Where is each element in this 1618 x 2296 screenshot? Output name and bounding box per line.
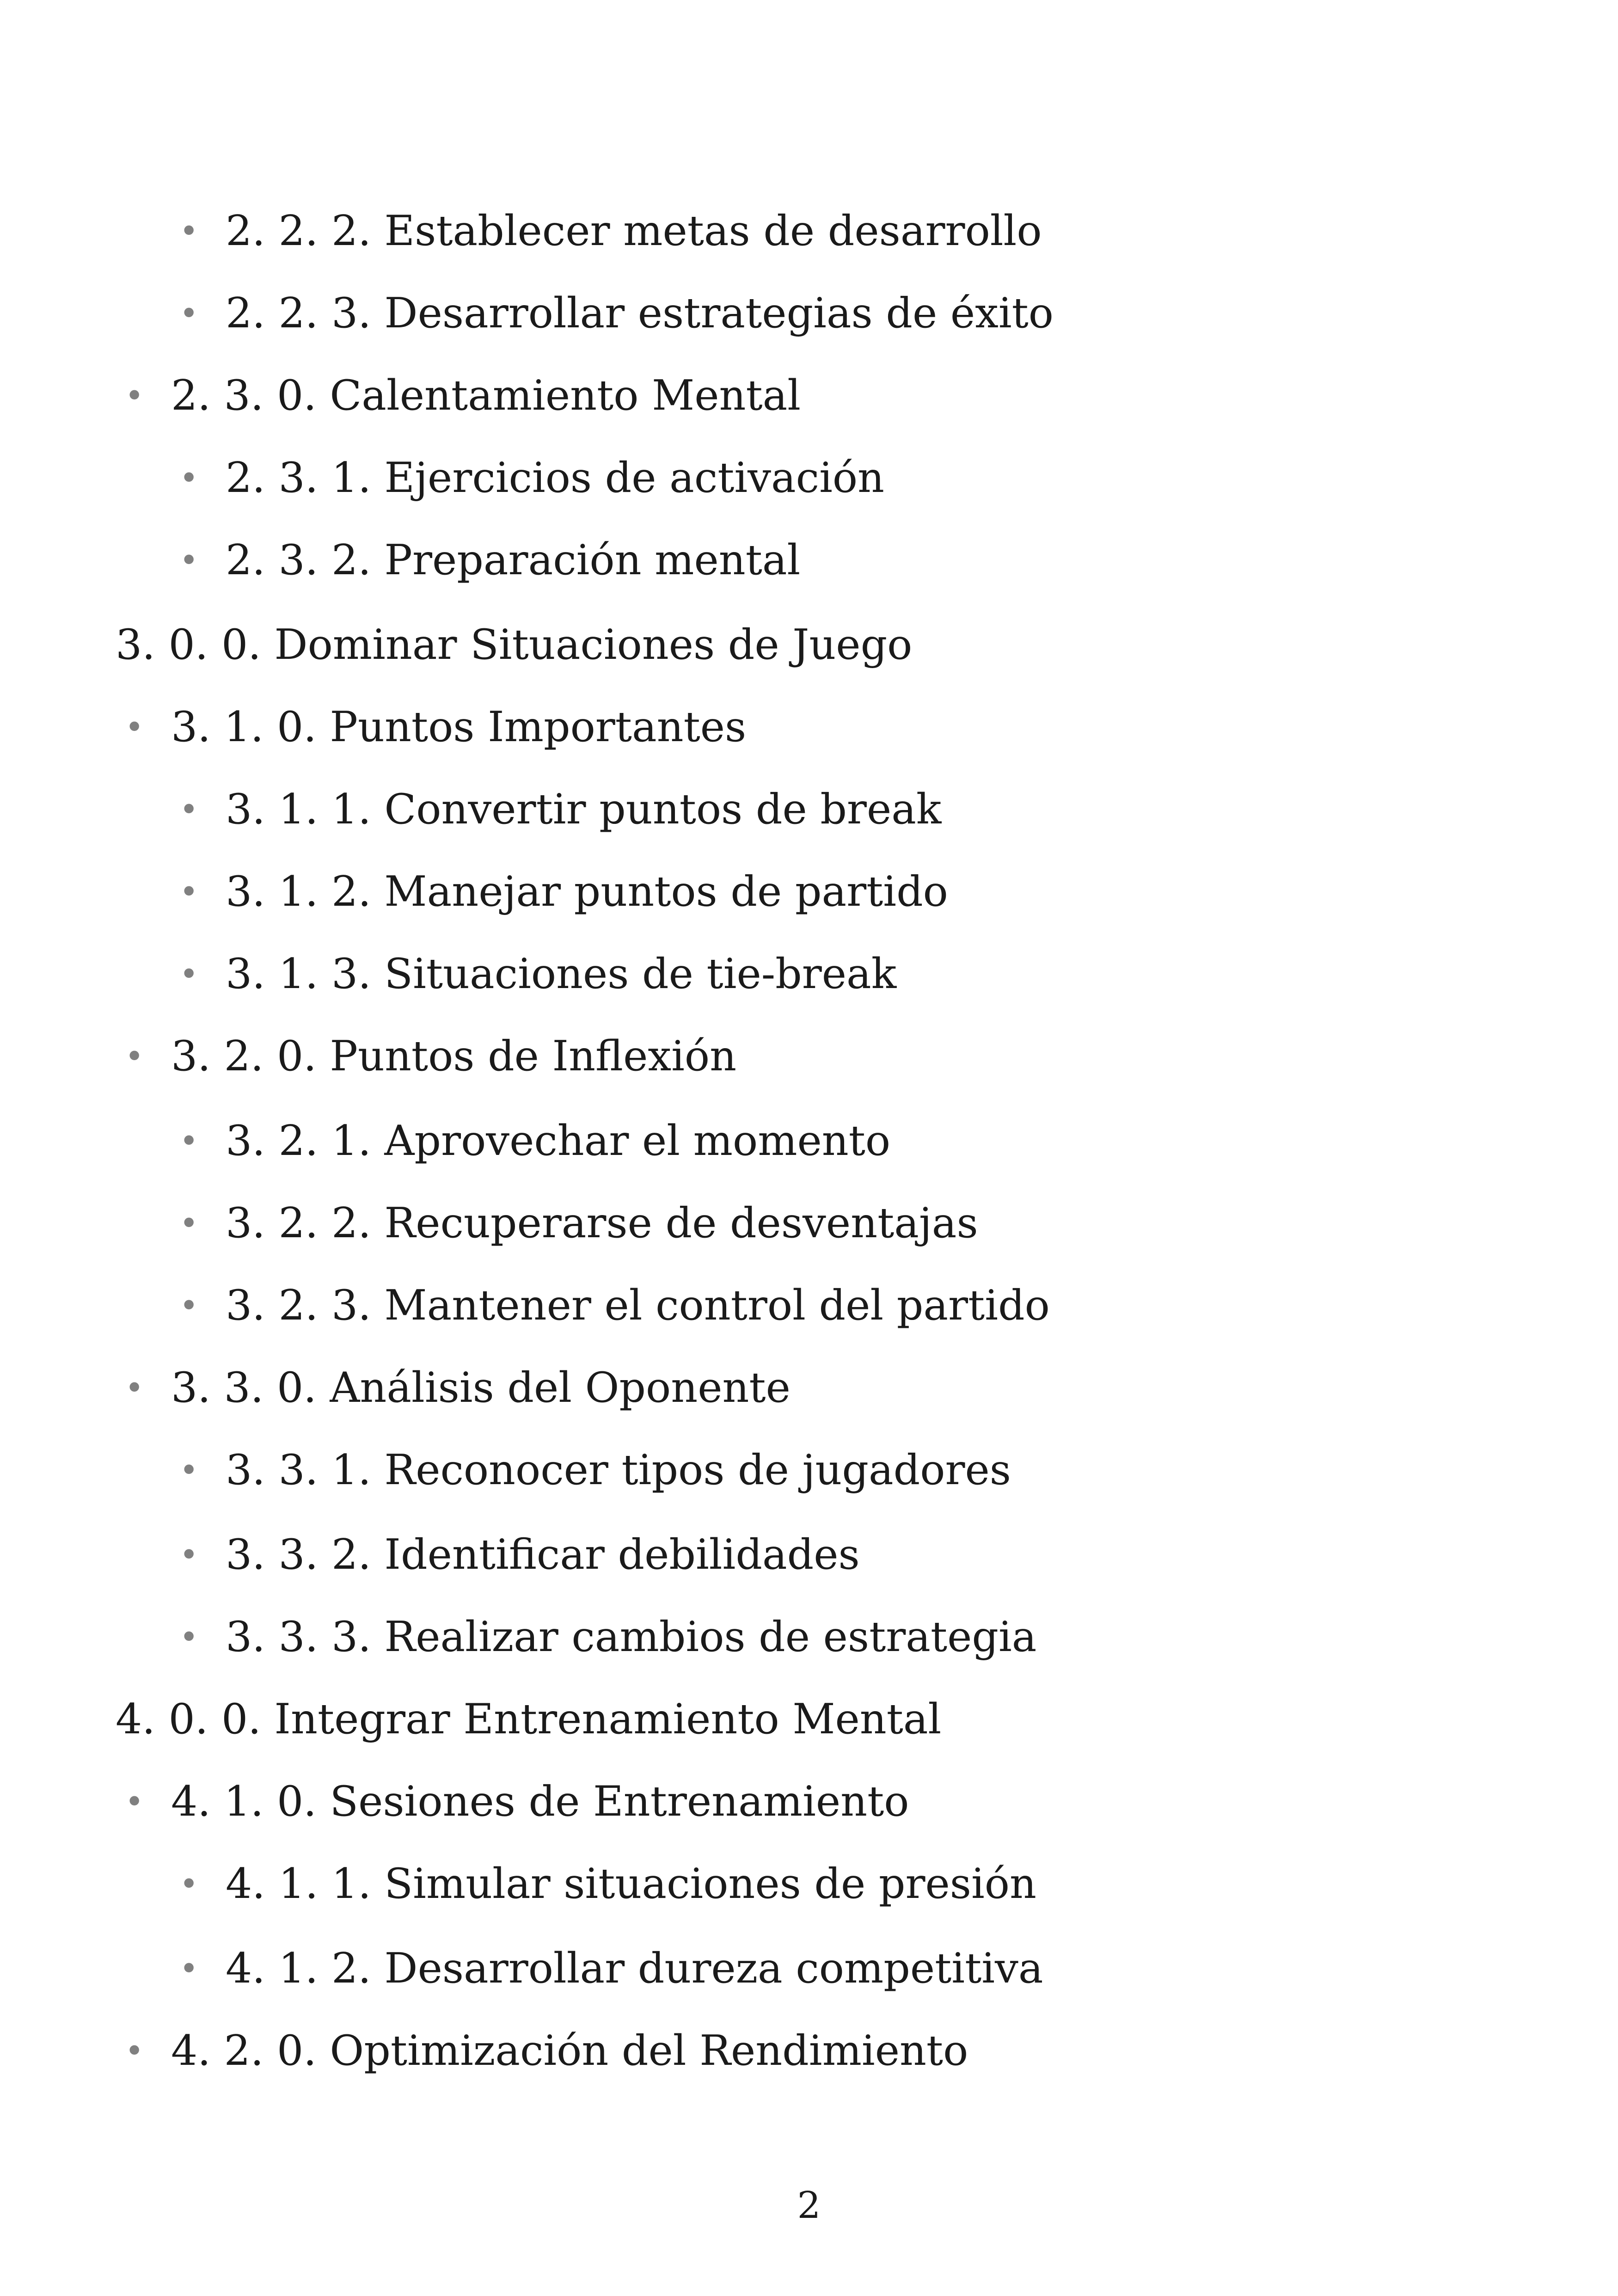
toc-item bbox=[179, 1859, 1036, 1909]
toc-chapter bbox=[116, 1694, 941, 1745]
toc-item-label: 3. 3. 0. Análisis del Oponente bbox=[171, 1363, 791, 1412]
bullet-icon: • bbox=[179, 1865, 199, 1903]
toc-chapter-label: 3. 0. 0. Dominar Situaciones de Juego bbox=[116, 620, 913, 669]
toc-item-label: 2. 2. 2. Establecer metas de desarrollo bbox=[226, 207, 1042, 255]
toc-item bbox=[179, 535, 801, 586]
bullet-icon: • bbox=[179, 459, 199, 497]
toc-item-label: 2. 2. 3. Desarrollar estrategias de éxito bbox=[226, 289, 1054, 338]
toc-item bbox=[179, 784, 942, 835]
toc-item bbox=[125, 702, 747, 753]
bullet-icon: • bbox=[125, 708, 144, 746]
toc-item-label: 3. 1. 1. Convertir puntos de break bbox=[226, 785, 942, 834]
toc-item-label: 3. 3. 1. Reconocer tipos de jugadores bbox=[226, 1446, 1011, 1494]
toc-item bbox=[179, 1116, 891, 1166]
toc-item-label: 4. 1. 2. Desarrollar dureza competitiva bbox=[226, 1944, 1043, 1993]
toc-item bbox=[179, 453, 885, 503]
bullet-icon: • bbox=[179, 873, 199, 911]
toc-item-label: 4. 1. 0. Sesiones de Entrenamiento bbox=[171, 1777, 909, 1826]
toc-item-label: 3. 3. 3. Realizar cambios de estrategia bbox=[226, 1613, 1037, 1661]
bullet-icon: • bbox=[179, 1204, 199, 1242]
toc-item bbox=[179, 288, 1054, 339]
toc-item bbox=[179, 949, 897, 1000]
toc-item bbox=[179, 1529, 860, 1580]
bullet-icon: • bbox=[179, 541, 199, 579]
bullet-icon: • bbox=[125, 2032, 144, 2070]
bullet-icon: • bbox=[179, 955, 199, 993]
page-number: 2 bbox=[797, 2184, 821, 2227]
bullet-icon: • bbox=[179, 1618, 199, 1656]
toc-chapter-label: 4. 0. 0. Integrar Entrenamiento Mental bbox=[116, 1695, 942, 1743]
bullet-icon: • bbox=[179, 212, 199, 250]
toc-item-label: 4. 2. 0. Optimización del Rendimiento bbox=[171, 2026, 968, 2075]
bullet-icon: • bbox=[179, 1536, 199, 1574]
bullet-icon: • bbox=[179, 1950, 199, 1988]
toc-item bbox=[125, 1031, 737, 1082]
bullet-icon: • bbox=[179, 1287, 199, 1325]
bullet-icon: • bbox=[125, 377, 144, 415]
toc-item-label: 3. 2. 2. Recuperarse de desventajas bbox=[226, 1199, 978, 1247]
toc-item bbox=[179, 206, 1042, 257]
toc-item bbox=[179, 1198, 978, 1249]
toc-item-label: 3. 2. 0. Puntos de Inflexión bbox=[171, 1032, 737, 1080]
toc-item bbox=[179, 1943, 1043, 1994]
bullet-icon: • bbox=[125, 1369, 144, 1407]
bullet-icon: • bbox=[125, 1783, 144, 1821]
toc-item bbox=[179, 1612, 1037, 1663]
toc-item bbox=[179, 1280, 1050, 1331]
toc-item-label: 3. 2. 1. Aprovechar el momento bbox=[226, 1117, 891, 1165]
toc-item bbox=[125, 1363, 791, 1413]
toc-item bbox=[125, 370, 801, 421]
toc-item-label: 2. 3. 0. Calentamiento Mental bbox=[171, 371, 801, 420]
toc-item-label: 3. 2. 3. Mantener el control del partido bbox=[226, 1281, 1050, 1330]
bullet-icon: • bbox=[179, 791, 199, 829]
bullet-icon: • bbox=[179, 295, 199, 332]
bullet-icon: • bbox=[179, 1122, 199, 1160]
toc-item bbox=[179, 866, 948, 917]
toc-item-label: 2. 3. 2. Preparación mental bbox=[226, 536, 801, 584]
bullet-icon: • bbox=[125, 1037, 144, 1075]
toc-item bbox=[179, 1445, 1011, 1496]
toc-chapter bbox=[116, 620, 912, 670]
toc-item bbox=[125, 2026, 968, 2076]
toc-item-label: 3. 1. 3. Situaciones de tie-break bbox=[226, 950, 897, 998]
toc-item-label: 2. 3. 1. Ejercicios de activación bbox=[226, 454, 885, 502]
toc-item-label: 3. 1. 0. Puntos Importantes bbox=[171, 703, 747, 751]
toc-item-label: 4. 1. 1. Simular situaciones de presión bbox=[226, 1860, 1036, 1908]
bullet-icon: • bbox=[179, 1451, 199, 1489]
toc-item bbox=[125, 1776, 909, 1827]
toc-item-label: 3. 3. 2. Identificar debilidades bbox=[226, 1530, 860, 1579]
toc-item-label: 3. 1. 2. Manejar puntos de partido bbox=[226, 867, 948, 916]
